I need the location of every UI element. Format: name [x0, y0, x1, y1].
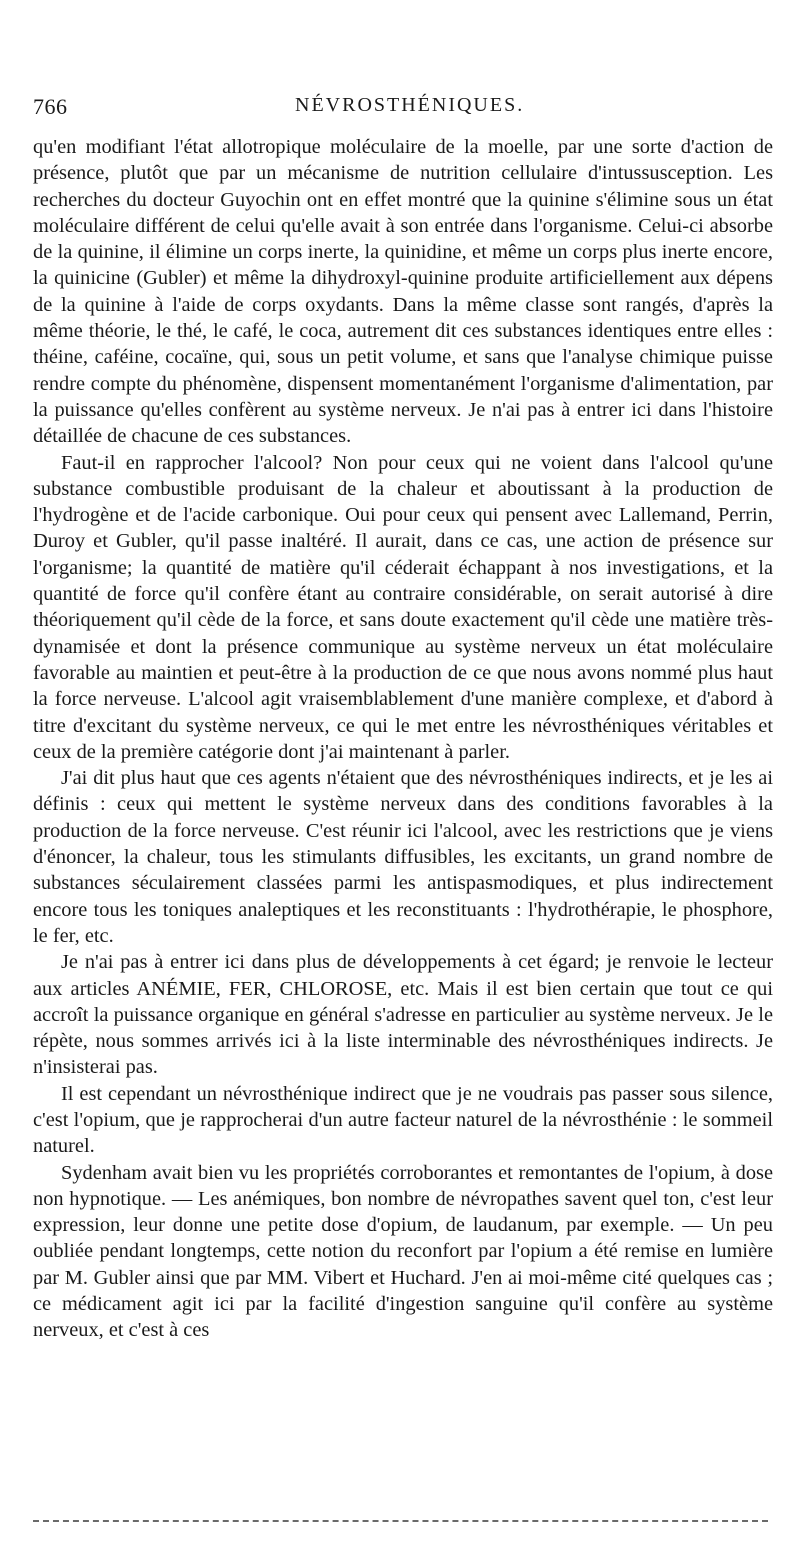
page-header — [33, 94, 773, 124]
running-title: NÉVROSTHÉNIQUES. — [295, 94, 525, 116]
page-number: 766 — [33, 94, 68, 119]
paragraph: J'ai dit plus haut que ces agents n'étaient que des névrosthéniques indirects, et je les ai définis : ceux qui mettent le système nerveux dans des conditions favorables à la production de la force nerveuse. C'est réunir ici l'alcool, avec les restrictions que je viens d'énoncer, la chaleur, tous les stimulants diffusibles, les excitants, un grand nombre de substances séculairement classées parmi les antispasmodiques, et plus indirectement encore tous les toniques analeptiques et les reconstituants : l'hydrothérapie, le phosphore, le fer, etc. — [33, 767, 773, 947]
paragraph: Il est cependant un névrosthénique indirect que je ne voudrais pas passer sous silence, c'est l'opium, que je rapprocherai d'un autre facteur naturel de la névrosthénie : le sommeil naturel. — [33, 1082, 773, 1158]
paragraph: qu'en modifiant l'état allotropique moléculaire de la moelle, par une sorte d'action de présence, plutôt que par un mécanisme de nutrition cellulaire d'intussusception. Les recherches du docteur Guyochin ont en effet montré que la quinine s'élimine sous un état moléculaire différent de celui qu'elle avait à son entrée dans l'organisme. Celui-ci absorbe de la quinine, il élimine un corps inerte, la quinidine, et même un corps plus inerte encore, la quinicine (Gubler) et même la dihydroxyl-quinine produite artificiellement aux dépens de la quinine à l'aide de corps oxydants. Dans la même classe sont rangés, d'après la même théorie, le thé, le café, le coca, autrement dit ces substances identiques entre elles : théine, caféine, cocaïne, qui, sous un petit volume, et sans que l'analyse chimique puisse rendre compte du phénomène, dispensent momentanément l'organisme d'alimentation, par la puissance qu'elles confèrent au système nerveux. Je n'ai pas à entrer ici dans l'histoire détaillée de chacune de ces substances. — [33, 136, 773, 448]
paragraph: Sydenham avait bien vu les propriétés corroborantes et remontantes de l'opium, à dose non hypnotique. — Les anémiques, bon nombre de névropathes savent quel ton, c'est leur expression, leur donne une petite dose d'opium, de laudanum, par exemple. — Un peu oubliée pendant longtemps, cette notion du reconfort par l'opium a été remise en lumière par M. Gubler ainsi que par MM. Vibert et Huchard. J'en ai moi-même cité quelques cas ; ce médicament agit ici par la facilité d'ingestion sanguine qu'il confère au système nerveux, et c'est à ces — [33, 1161, 773, 1342]
paragraph: Faut-il en rapprocher l'alcool? Non pour ceux qui ne voient dans l'alcool qu'une substance combustible produisant de la chaleur et aboutissant à la production de l'hydrogène et de l'acide carbonique. Oui pour ceux qui pensent avec Lallemand, Perrin, Duroy et Gubler, qu'il passe inaltéré. Il aurait, dans ce cas, une action de présence sur l'organisme; la quantité de matière qu'il céderait échappant à nos investigations, et la quantité de force qu'il confère étant au contraire considérable, on serait autorisé à dire théoriquement qu'il cède de la force, et sans doute exactement qu'il cède une matière très-dynamisée et dont la présence communique au système nerveux un état moléculaire favorable au maintien et peut-être à la production de ce que nous avons nommé plus haut la force nerveuse. L'alcool agit vraisemblablement d'une manière complexe, et d'abord à titre d'excitant du système nerveux, ce qui le met entre les névrosthéniques véritables et ceux de la première catégorie dont j'ai maintenant à parler. — [33, 451, 773, 763]
body-text — [33, 134, 773, 1344]
footer-rule — [33, 1520, 768, 1522]
paragraph: Je n'ai pas à entrer ici dans plus de développements à cet égard; je renvoie le lecteur aux articles ANÉMIE, FER, CHLOROSE, etc. Mais il est bien certain que tout ce qui accroît la puissance organique en général s'adresse en particulier au système nerveux. Je le répète, nous sommes arrivés ici à la liste interminable des névrosthéniques indirects. Je n'insisterai pas. — [33, 951, 773, 1079]
